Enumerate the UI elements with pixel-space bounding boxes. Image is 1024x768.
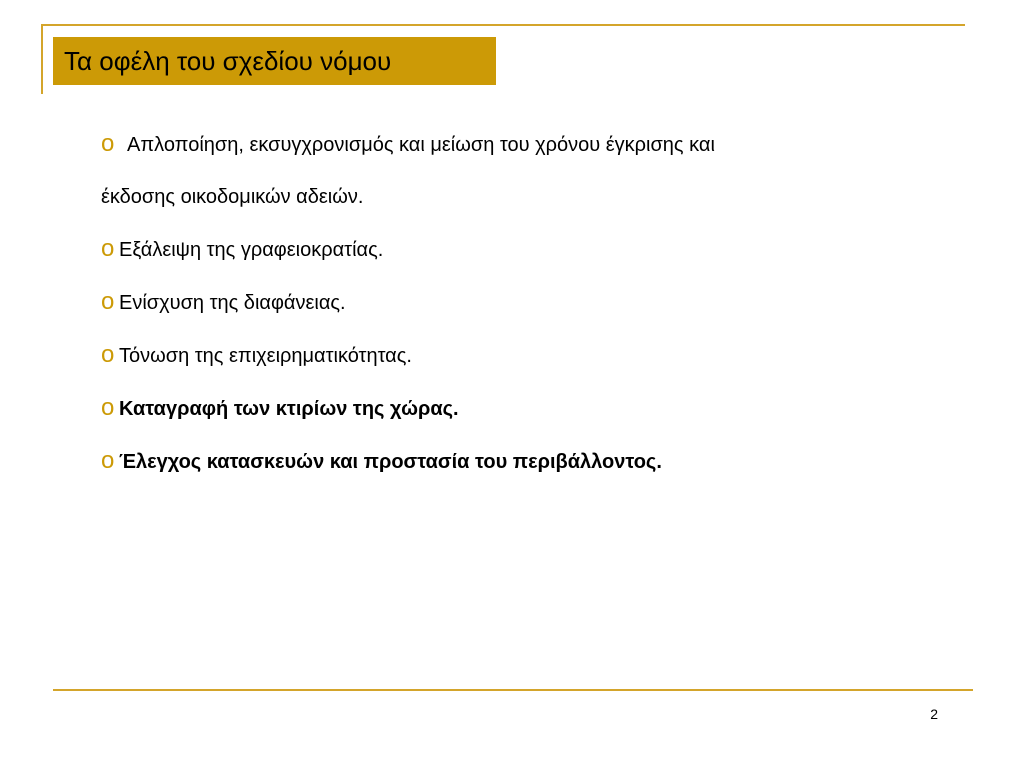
bullet-text: Εξάλειψη της γραφειοκρατίας.	[119, 239, 384, 261]
bullet-marker-icon: o	[101, 341, 115, 368]
bullet-text: Καταγραφή των κτιρίων της χώρας.	[119, 398, 459, 420]
bullet-text: Απλοποίηση, εκσυγχρονισμός και μείωση του χρόνου έγκρισης και	[127, 134, 715, 156]
bullet-marker-icon: o	[101, 394, 115, 421]
bottom-frame-rule	[53, 689, 973, 691]
bullet-item	[101, 118, 961, 223]
slide-title-box	[53, 37, 496, 85]
bullet-marker-icon: o	[101, 235, 115, 262]
bullet-text: Έλεγχος κατασκευών και προστασία του περιβάλλοντος.	[119, 451, 662, 473]
page-number: 2	[930, 706, 938, 722]
bullet-item	[101, 276, 961, 329]
bullet-item	[101, 435, 961, 488]
bullet-marker-icon: o	[101, 447, 115, 474]
bullet-text: Τόνωση της επιχειρηματικότητας.	[119, 345, 412, 367]
left-frame-rule	[41, 24, 43, 94]
bullet-item	[101, 329, 961, 382]
bullet-item	[101, 223, 961, 276]
bullet-text: Ενίσχυση της διαφάνειας.	[119, 292, 346, 314]
slide-title: Τα οφέλη του σχεδίου νόμου	[64, 45, 392, 76]
bullet-list	[101, 118, 961, 488]
bullet-marker-icon: o	[101, 130, 115, 157]
bullet-marker-icon: o	[101, 288, 115, 315]
top-frame-rule	[41, 24, 965, 26]
bullet-text-continuation: έκδοσης οικοδομικών αδειών.	[101, 186, 364, 208]
bullet-item	[101, 382, 961, 435]
